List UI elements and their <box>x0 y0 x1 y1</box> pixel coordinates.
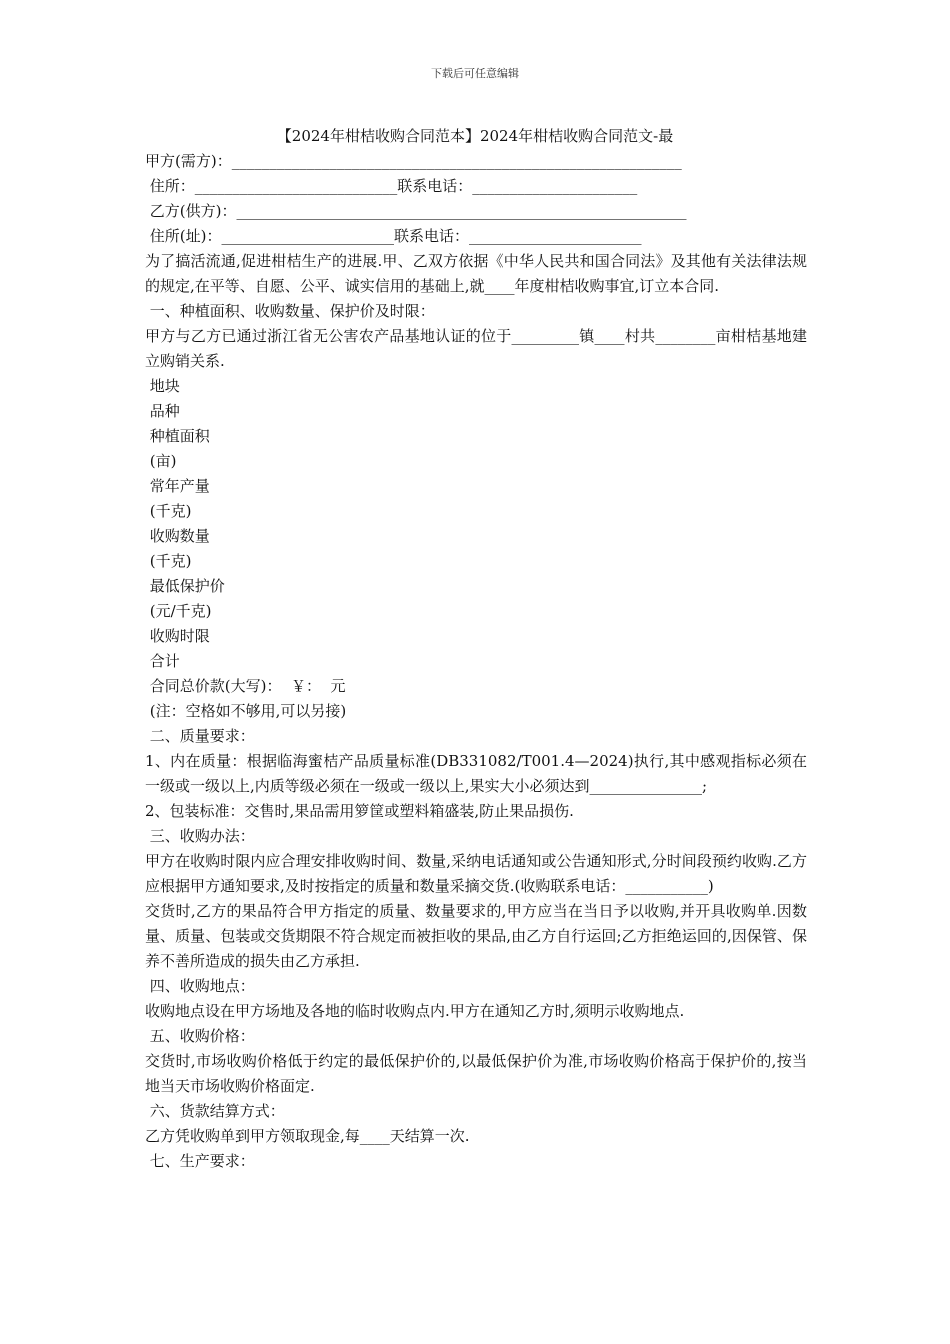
intro-paragraph: 为了搞活流通,促进柑桔生产的进展.甲、乙双方依据《中华人民共和国合同法》及其他有关法律法规的规定,在平等、自愿、公平、诚实信用的基础上,就____年度柑桔收购事宜,订立本合同. <box>145 252 807 295</box>
section-5-text: 交货时,市场收购价格低于约定的最低保护价的,以最低保护价为准,市场收购价格高于保护价的,按当地当天市场收购价格面定. <box>145 1052 807 1095</box>
section-4-heading: 四、收购地点： <box>145 977 255 995</box>
party-b-address-line: 住所(址)：_______________________联系电话：_______________________ <box>145 227 642 245</box>
section-5-heading: 五、收购价格： <box>145 1027 255 1045</box>
table-label-area: 种植面积 <box>145 427 210 445</box>
table-label-min-price-unit: (元/千克) <box>145 602 212 620</box>
table-label-yield-unit: (千克) <box>145 502 192 520</box>
table-label-plot: 地块 <box>145 377 180 395</box>
table-label-time-limit: 收购时限 <box>145 627 210 645</box>
party-a-line: 甲方(需方)：____________________________________________________________ <box>145 152 682 170</box>
table-label-yield: 常年产量 <box>145 477 210 495</box>
table-label-total: 合计 <box>145 652 180 670</box>
section-2-item-1: 1、内在质量：根据临海蜜桔产品质量标准(DB331082/T001.4—2024)执行,其中感观指标必须在一级或一级以上,内质等级必须在一级或一级以上,果实大小必须达到_______________; <box>145 752 807 795</box>
party-b-line: 乙方(供方)：____________________________________________________________ <box>145 202 687 220</box>
section-3-paragraph-2: 交货时,乙方的果品符合甲方指定的质量、数量要求的,甲方应当在当日予以收购,并开具收购单.因数量、质量、包装或交货期限不符合规定而被拒收的果品,由乙方自行运回;乙方拒绝运回的,因保管、保养不善所造成的损失由乙方承担. <box>145 902 807 970</box>
section-1-text: 甲方与乙方已通过浙江省无公害农产品基地认证的位于_________镇____村共________亩柑桔基地建立购销关系. <box>145 327 807 370</box>
section-2-item-2: 2、包装标准：交售时,果品需用箩筐或塑料箱盛装,防止果品损伤. <box>145 802 574 820</box>
section-4-text: 收购地点设在甲方场地及各地的临时收购点内.甲方在通知乙方时,须明示收购地点. <box>145 1002 685 1020</box>
table-label-variety: 品种 <box>145 402 180 420</box>
section-2-heading: 二、质量要求： <box>145 727 255 745</box>
party-a-address-line: 住所：___________________________联系电话：______________________ <box>145 177 638 195</box>
section-6-heading: 六、货款结算方式： <box>145 1102 285 1120</box>
table-label-area-unit: (亩) <box>145 452 177 470</box>
table-note: (注：空格如不够用,可以另接) <box>145 702 347 720</box>
document-body <box>145 149 807 1174</box>
table-label-min-price: 最低保护价 <box>145 577 225 595</box>
section-7-heading: 七、生产要求： <box>145 1152 255 1170</box>
section-1-heading: 一、种植面积、收购数量、保护价及时限： <box>145 302 435 320</box>
section-3-heading: 三、收购办法： <box>145 827 255 845</box>
contract-total-price: 合同总价款(大写)： ￥： 元 <box>145 677 346 695</box>
section-3-paragraph-1: 甲方在收购时限内应合理安排收购时间、数量,采纳电话通知或公告通知形式,分时间段预约收购.乙方应根据甲方通知要求,及时按指定的质量和数量采摘交货.(收购联系电话：___________) <box>145 852 807 895</box>
section-6-text: 乙方凭收购单到甲方领取现金,每____天结算一次. <box>145 1127 470 1145</box>
document-title: 【2024年柑桔收购合同范本】2024年柑桔收购合同范文-最 <box>276 127 674 145</box>
page-header-note: 下载后可任意编辑 <box>431 67 519 80</box>
table-label-quantity-unit: (千克) <box>145 552 192 570</box>
table-label-quantity: 收购数量 <box>145 527 210 545</box>
